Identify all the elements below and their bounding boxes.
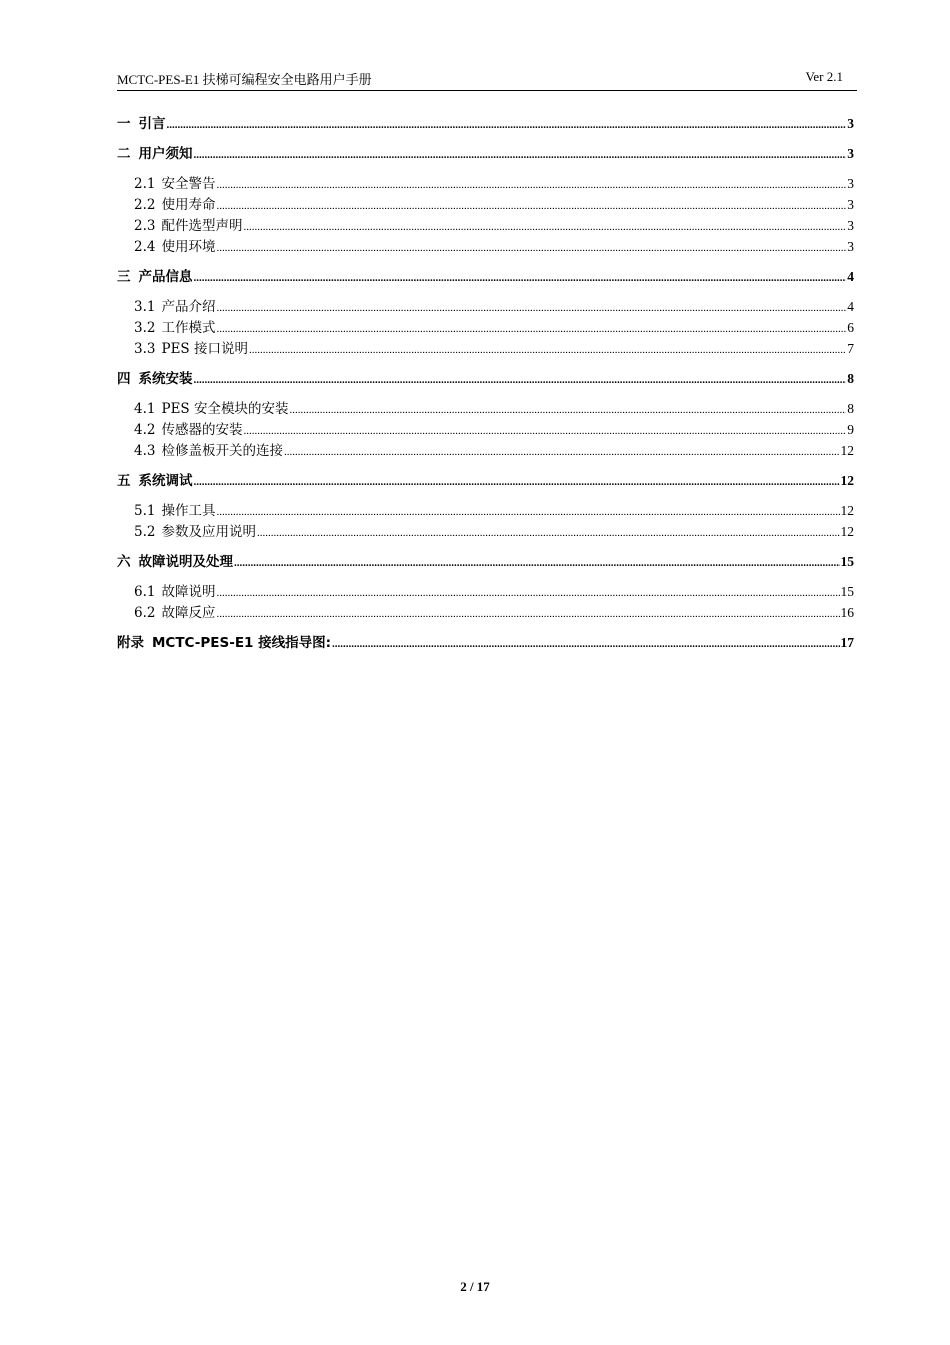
toc-entry-title: MCTC-PES-E1 接线指导图:: [152, 635, 332, 651]
toc-entry-title: 故障说明: [161, 584, 216, 600]
toc-entry-number: 一: [117, 116, 131, 132]
toc-entry-title: 安全警告: [161, 176, 216, 192]
toc-entry-number: 3.1: [134, 299, 156, 315]
toc-entry-page: 3: [847, 197, 854, 212]
toc-dot-leader: [234, 552, 840, 574]
toc-entry-page: 4: [847, 269, 854, 284]
toc-entry-number: 2.2: [134, 197, 156, 213]
toc-dot-leader: [289, 399, 846, 421]
toc-entry-number: 3.3: [134, 341, 156, 357]
toc-entry-title: 系统安装: [138, 371, 193, 387]
toc-chapter-entry[interactable]: [117, 470, 854, 491]
toc-entry-number: 四: [117, 371, 131, 387]
toc-section-entry[interactable]: [117, 602, 854, 623]
toc-dot-leader: [216, 501, 839, 523]
toc-section-entry[interactable]: [117, 521, 854, 542]
toc-dot-leader: [167, 114, 847, 136]
toc-section-entry[interactable]: [117, 500, 854, 521]
toc-entry-title: 配件选型声明: [161, 218, 243, 234]
toc-entry-title: 产品信息: [138, 269, 193, 285]
table-of-contents: [117, 113, 854, 653]
toc-entry-page: 9: [847, 422, 854, 437]
toc-section-entry[interactable]: [117, 317, 854, 338]
toc-entry-number: 2.1: [134, 176, 156, 192]
page-header: [117, 66, 857, 91]
toc-entry-page: 3: [847, 146, 854, 161]
toc-entry-number: 五: [117, 473, 131, 489]
toc-dot-leader: [284, 441, 840, 463]
toc-entry-page: 3: [847, 116, 854, 131]
toc-section-entry[interactable]: [117, 581, 854, 602]
toc-entry-number: 4.2: [134, 422, 156, 438]
toc-entry-title: 检修盖板开关的连接: [161, 443, 283, 459]
toc-entry-title: 系统调试: [138, 473, 193, 489]
toc-dot-leader: [194, 267, 847, 289]
toc-entry-number: 4.3: [134, 443, 156, 459]
toc-entry-page: 6: [847, 320, 854, 335]
toc-dot-leader: [243, 216, 846, 238]
toc-entry-title: 引言: [138, 116, 166, 132]
page-number: 2 / 17: [460, 1279, 490, 1294]
toc-section-entry[interactable]: [117, 338, 854, 359]
toc-entry-page: 8: [847, 401, 854, 416]
toc-entry-title: 使用环境: [161, 239, 216, 255]
toc-entry-page: 3: [847, 239, 854, 254]
toc-chapter-entry[interactable]: [117, 143, 854, 164]
toc-entry-title: 用户须知: [138, 146, 193, 162]
toc-section-entry[interactable]: [117, 398, 854, 419]
toc-section-entry[interactable]: [117, 215, 854, 236]
toc-entry-number: 5.2: [134, 524, 156, 540]
toc-dot-leader: [194, 471, 840, 493]
toc-section-entry[interactable]: [117, 419, 854, 440]
toc-entry-title: 工作模式: [161, 320, 216, 336]
toc-entry-page: 4: [847, 299, 854, 314]
toc-entry-title: PES 接口说明: [161, 341, 248, 357]
toc-section-entry[interactable]: [117, 173, 854, 194]
toc-entry-number: 附录: [117, 635, 144, 651]
toc-entry-number: 4.1: [134, 401, 156, 417]
toc-entry-number: 2.3: [134, 218, 156, 234]
toc-entry-page: 8: [847, 371, 854, 386]
toc-dot-leader: [194, 369, 847, 391]
toc-entry-page: 17: [840, 635, 854, 650]
document-version: Ver 2.1: [805, 69, 843, 84]
toc-dot-leader: [216, 582, 839, 604]
toc-chapter-entry[interactable]: [117, 551, 854, 572]
toc-entry-number: 6.2: [134, 605, 156, 621]
toc-entry-page: 12: [840, 524, 854, 539]
toc-entry-page: 15: [840, 554, 854, 569]
toc-entry-title: 操作工具: [161, 503, 216, 519]
toc-section-entry[interactable]: [117, 440, 854, 461]
toc-entry-page: 12: [840, 473, 854, 488]
toc-entry-page: 3: [847, 218, 854, 233]
toc-dot-leader: [216, 318, 846, 340]
toc-entry-title: PES 安全模块的安装: [161, 401, 289, 417]
toc-entry-page: 15: [840, 584, 854, 599]
toc-entry-page: 3: [847, 176, 854, 191]
toc-chapter-entry[interactable]: [117, 632, 854, 653]
toc-entry-number: 三: [117, 269, 131, 285]
toc-section-entry[interactable]: [117, 296, 854, 317]
toc-entry-title: 故障说明及处理: [138, 554, 233, 570]
toc-chapter-entry[interactable]: [117, 266, 854, 287]
toc-entry-page: 16: [840, 605, 854, 620]
toc-dot-leader: [216, 603, 839, 625]
toc-entry-title: 传感器的安装: [161, 422, 243, 438]
toc-dot-leader: [257, 522, 840, 544]
toc-dot-leader: [332, 633, 839, 655]
toc-section-entry[interactable]: [117, 194, 854, 215]
toc-entry-number: 6.1: [134, 584, 156, 600]
toc-entry-number: 2.4: [134, 239, 156, 255]
toc-entry-number: 六: [117, 554, 131, 570]
toc-entry-title: 产品介绍: [161, 299, 216, 315]
toc-chapter-entry[interactable]: [117, 368, 854, 389]
toc-dot-leader: [216, 195, 846, 217]
toc-entry-title: 使用寿命: [161, 197, 216, 213]
toc-chapter-entry[interactable]: [117, 113, 854, 134]
toc-dot-leader: [249, 339, 846, 361]
toc-entry-number: 3.2: [134, 320, 156, 336]
toc-section-entry[interactable]: [117, 236, 854, 257]
toc-entry-number: 5.1: [134, 503, 156, 519]
toc-entry-title: 故障反应: [161, 605, 216, 621]
toc-entry-number: 二: [117, 146, 131, 162]
toc-dot-leader: [216, 237, 846, 259]
document-title: MCTC-PES-E1 扶梯可编程安全电路用户手册: [117, 72, 372, 87]
toc-entry-page: 7: [847, 341, 854, 356]
toc-dot-leader: [216, 174, 846, 196]
toc-dot-leader: [243, 420, 846, 442]
toc-entry-title: 参数及应用说明: [161, 524, 256, 540]
toc-dot-leader: [194, 144, 847, 166]
toc-entry-page: 12: [840, 503, 854, 518]
toc-dot-leader: [216, 297, 846, 319]
toc-entry-page: 12: [840, 443, 854, 458]
